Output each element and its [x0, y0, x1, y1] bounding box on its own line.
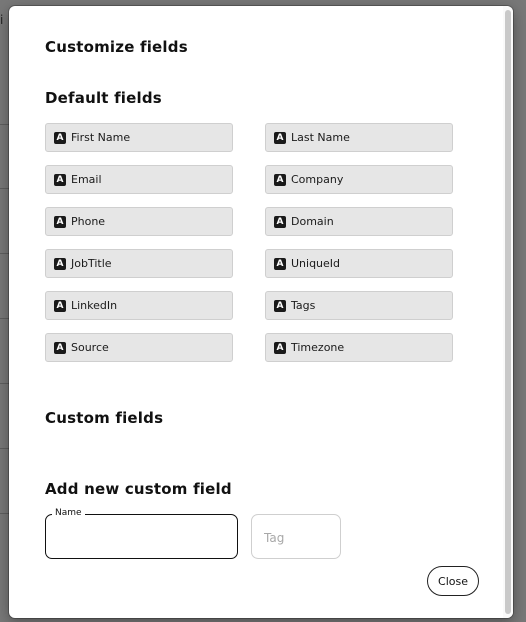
text-type-icon: A	[274, 174, 286, 186]
add-custom-field-heading: Add new custom field	[45, 480, 232, 498]
text-type-icon: A	[54, 132, 66, 144]
text-type-icon: A	[274, 258, 286, 270]
default-field-label: Timezone	[291, 341, 345, 354]
text-type-icon: A	[274, 132, 286, 144]
customize-fields-dialog	[9, 6, 513, 618]
default-field-chip[interactable]	[45, 123, 233, 152]
text-type-icon: A	[274, 300, 286, 312]
default-fields-list	[45, 123, 455, 362]
default-field-label: Company	[291, 173, 344, 186]
default-field-label: LinkedIn	[71, 299, 118, 312]
default-field-chip[interactable]	[45, 207, 233, 236]
text-type-icon: A	[274, 216, 286, 228]
default-field-label: Source	[71, 341, 109, 354]
default-field-label: Last Name	[291, 131, 350, 144]
default-field-chip[interactable]	[45, 333, 233, 362]
tag-field	[251, 514, 341, 559]
default-field-chip[interactable]	[265, 165, 453, 194]
name-input[interactable]	[56, 527, 230, 549]
default-field-chip[interactable]	[265, 333, 453, 362]
default-field-chip[interactable]	[265, 249, 453, 278]
text-type-icon: A	[54, 258, 66, 270]
text-type-icon: A	[54, 216, 66, 228]
default-field-chip[interactable]	[265, 207, 453, 236]
text-type-icon: A	[274, 342, 286, 354]
text-type-icon: A	[54, 300, 66, 312]
default-field-chip[interactable]	[265, 291, 453, 320]
default-fields-heading: Default fields	[45, 89, 162, 107]
text-type-icon: A	[54, 342, 66, 354]
text-type-icon: A	[54, 174, 66, 186]
default-field-label: Email	[71, 173, 102, 186]
default-field-label: JobTitle	[71, 257, 112, 270]
default-field-label: Domain	[291, 215, 334, 228]
name-field	[45, 508, 238, 559]
default-field-chip[interactable]	[45, 249, 233, 278]
dialog-title: Customize fields	[45, 38, 188, 56]
default-field-chip[interactable]	[265, 123, 453, 152]
default-field-chip[interactable]	[45, 291, 233, 320]
name-field-label: Name	[52, 507, 85, 519]
tag-input[interactable]	[262, 527, 336, 549]
default-field-label: First Name	[71, 131, 131, 144]
custom-fields-heading: Custom fields	[45, 409, 164, 427]
dialog-scrollbar-thumb[interactable]	[505, 10, 511, 614]
background-partial-text: i	[0, 13, 4, 27]
default-field-chip[interactable]	[45, 165, 233, 194]
default-field-label: UniqueId	[291, 257, 341, 270]
close-button[interactable]: Close	[427, 566, 479, 596]
dialog-scrollbar[interactable]	[503, 6, 513, 618]
default-field-label: Phone	[71, 215, 106, 228]
default-field-label: Tags	[291, 299, 316, 312]
